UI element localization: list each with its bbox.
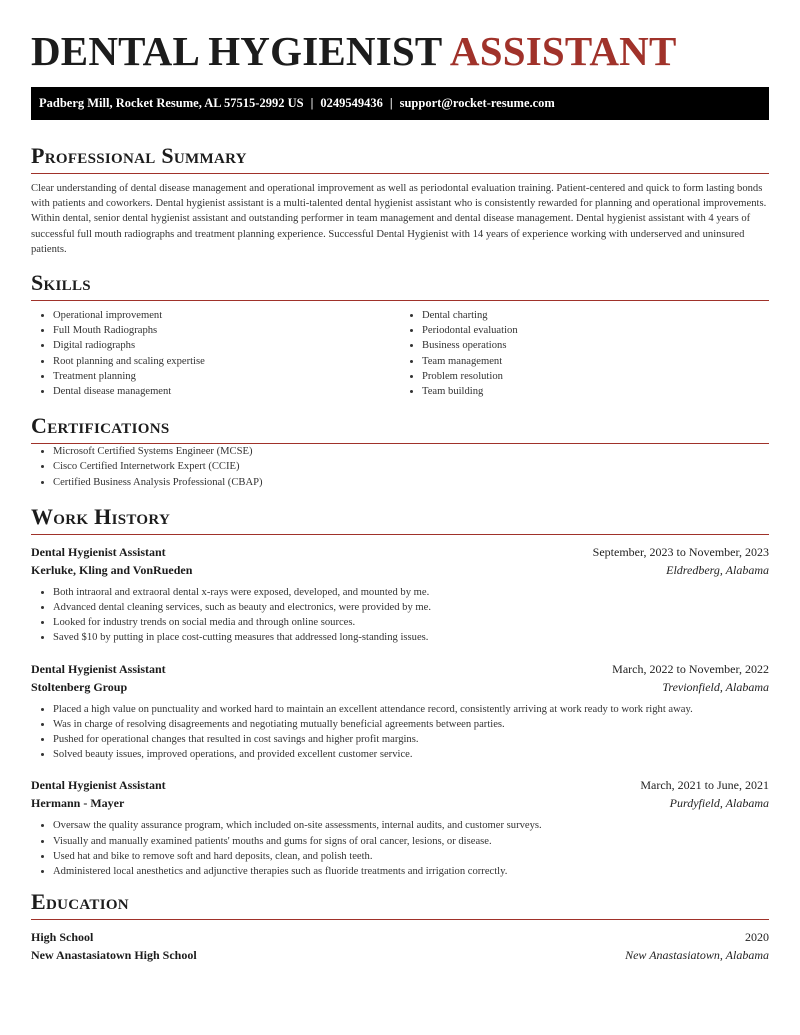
skill-item: • Dental disease management bbox=[53, 384, 400, 399]
job-location: Eldredberg, Alabama bbox=[666, 562, 769, 577]
skill-item: • Periodontal evaluation bbox=[422, 323, 769, 338]
skill-item: • Treatment planning bbox=[53, 369, 400, 384]
job-bullet: • Used hat and bike to remove soft and hard deposits, clean, and polish teeth. bbox=[53, 849, 769, 864]
certification-item: • Microsoft Certified Systems Engineer (MCSE) bbox=[53, 444, 769, 459]
company-name: Hermann - Mayer bbox=[31, 796, 125, 811]
job-bullet: • Pushed for operational changes that resulted in cost savings and higher profit margins. bbox=[53, 732, 769, 747]
contact-email[interactable]: support@rocket-resume.com bbox=[399, 96, 555, 110]
skill-item: • Team building bbox=[422, 384, 769, 399]
name-accent: ASSISTANT bbox=[449, 28, 677, 74]
contact-separator: | bbox=[389, 96, 393, 110]
education-year: 2020 bbox=[745, 930, 769, 945]
school-location: New Anastasiatown, Alabama bbox=[625, 948, 769, 963]
job-bullet: • Was in charge of resolving disagreements and negotiating mutually beneficial agreements between parties. bbox=[53, 717, 769, 732]
contact-separator: | bbox=[310, 96, 314, 110]
job-bullet: • Solved beauty issues, improved operations, and provided excellent customer service. bbox=[53, 747, 769, 762]
skill-item: • Dental charting bbox=[422, 308, 769, 323]
contact-bar bbox=[31, 87, 769, 120]
job-bullet: • Advanced dental cleaning services, such as beauty and electronics, were provided by me. bbox=[53, 600, 769, 615]
job-bullet: • Placed a high value on punctuality and worked hard to maintain an excellent attendance record, consistently arriving at work ready to work right away. bbox=[53, 702, 769, 717]
job-title: Dental Hygienist Assistant bbox=[31, 661, 166, 676]
name-primary: DENTAL HYGIENIST bbox=[31, 28, 442, 74]
skills-list-left bbox=[31, 308, 400, 399]
job-bullet: • Looked for industry trends on social media and through online sources. bbox=[53, 615, 769, 630]
company-name: Stoltenberg Group bbox=[31, 679, 128, 694]
degree-name: High School bbox=[31, 930, 94, 945]
skills-heading: Skills bbox=[31, 270, 769, 301]
school-name: New Anastasiatown High School bbox=[31, 948, 197, 963]
summary-heading: Professional Summary bbox=[31, 143, 769, 174]
job-bullets bbox=[31, 585, 769, 646]
job-bullet: • Visually and manually examined patients' mouths and gums for signs of oral cancer, lesions, or disease. bbox=[53, 834, 769, 849]
skills-grid bbox=[31, 308, 769, 399]
job-location: Trevionfield, Alabama bbox=[662, 679, 769, 694]
job-entry bbox=[31, 660, 769, 763]
contact-phone[interactable]: 0249549436 bbox=[320, 96, 383, 110]
job-bullet: • Oversaw the quality assurance program, which included on-site assessments, internal audits, and customer surveys. bbox=[53, 818, 769, 833]
education-heading: Education bbox=[31, 889, 769, 920]
work-history-heading: Work History bbox=[31, 504, 769, 535]
resume-name bbox=[31, 0, 769, 74]
certifications-heading: Certifications bbox=[31, 413, 769, 444]
education-entry bbox=[31, 928, 769, 964]
skill-item: • Operational improvement bbox=[53, 308, 400, 323]
summary-text: Clear understanding of dental disease management and operational improvement as well as periodontal evaluation training. Patient-centered and quick to form lasting bonds with patients and coworkers. Dental hygienist assistant is a multi-talented dental hygienist assistant who is consistently rewarded for planning and operational improvements. Within dental, senior dental hygienist assistant and outstanding performer in team management and dental disease management. Dental hygienist assistant with 4 years of successful full mouth radiographs and treatment planning experience. Successful Dental Hygienist with 14 years of experience working with underserved and uninsured patients. bbox=[31, 183, 767, 255]
certifications-list bbox=[31, 444, 769, 490]
skill-item: • Full Mouth Radiographs bbox=[53, 323, 400, 338]
skill-item: • Team management bbox=[422, 354, 769, 369]
job-bullet: • Administered local anesthetics and adjunctive therapies such as fluoride treatments and irrigation correctly. bbox=[53, 864, 769, 879]
skill-item: • Business operations bbox=[422, 338, 769, 353]
company-name: Kerluke, Kling and VonRueden bbox=[31, 562, 193, 577]
job-title: Dental Hygienist Assistant bbox=[31, 778, 166, 793]
job-entry bbox=[31, 776, 769, 879]
certification-item: • Cisco Certified Internetwork Expert (CCIE) bbox=[53, 459, 769, 474]
job-bullet: • Both intraoral and extraoral dental x-rays were exposed, developed, and mounted by me. bbox=[53, 585, 769, 600]
job-location: Purdyfield, Alabama bbox=[669, 796, 769, 811]
certification-item: • Certified Business Analysis Professional (CBAP) bbox=[53, 475, 769, 490]
job-dates: March, 2022 to November, 2022 bbox=[612, 661, 769, 676]
job-dates: March, 2021 to June, 2021 bbox=[640, 778, 769, 793]
job-bullets bbox=[31, 818, 769, 879]
job-dates: September, 2023 to November, 2023 bbox=[592, 544, 769, 559]
skill-item: • Digital radiographs bbox=[53, 338, 400, 353]
contact-address: Padberg Mill, Rocket Resume, AL 57515-2992 US bbox=[39, 96, 304, 110]
job-entry bbox=[31, 543, 769, 646]
skills-list-right bbox=[400, 308, 769, 399]
job-bullet: • Saved $10 by putting in place cost-cutting measures that addressed long-standing issues. bbox=[53, 630, 769, 645]
skill-item: • Problem resolution bbox=[422, 369, 769, 384]
job-title: Dental Hygienist Assistant bbox=[31, 544, 166, 559]
skill-item: • Root planning and scaling expertise bbox=[53, 354, 400, 369]
job-bullets bbox=[31, 702, 769, 763]
